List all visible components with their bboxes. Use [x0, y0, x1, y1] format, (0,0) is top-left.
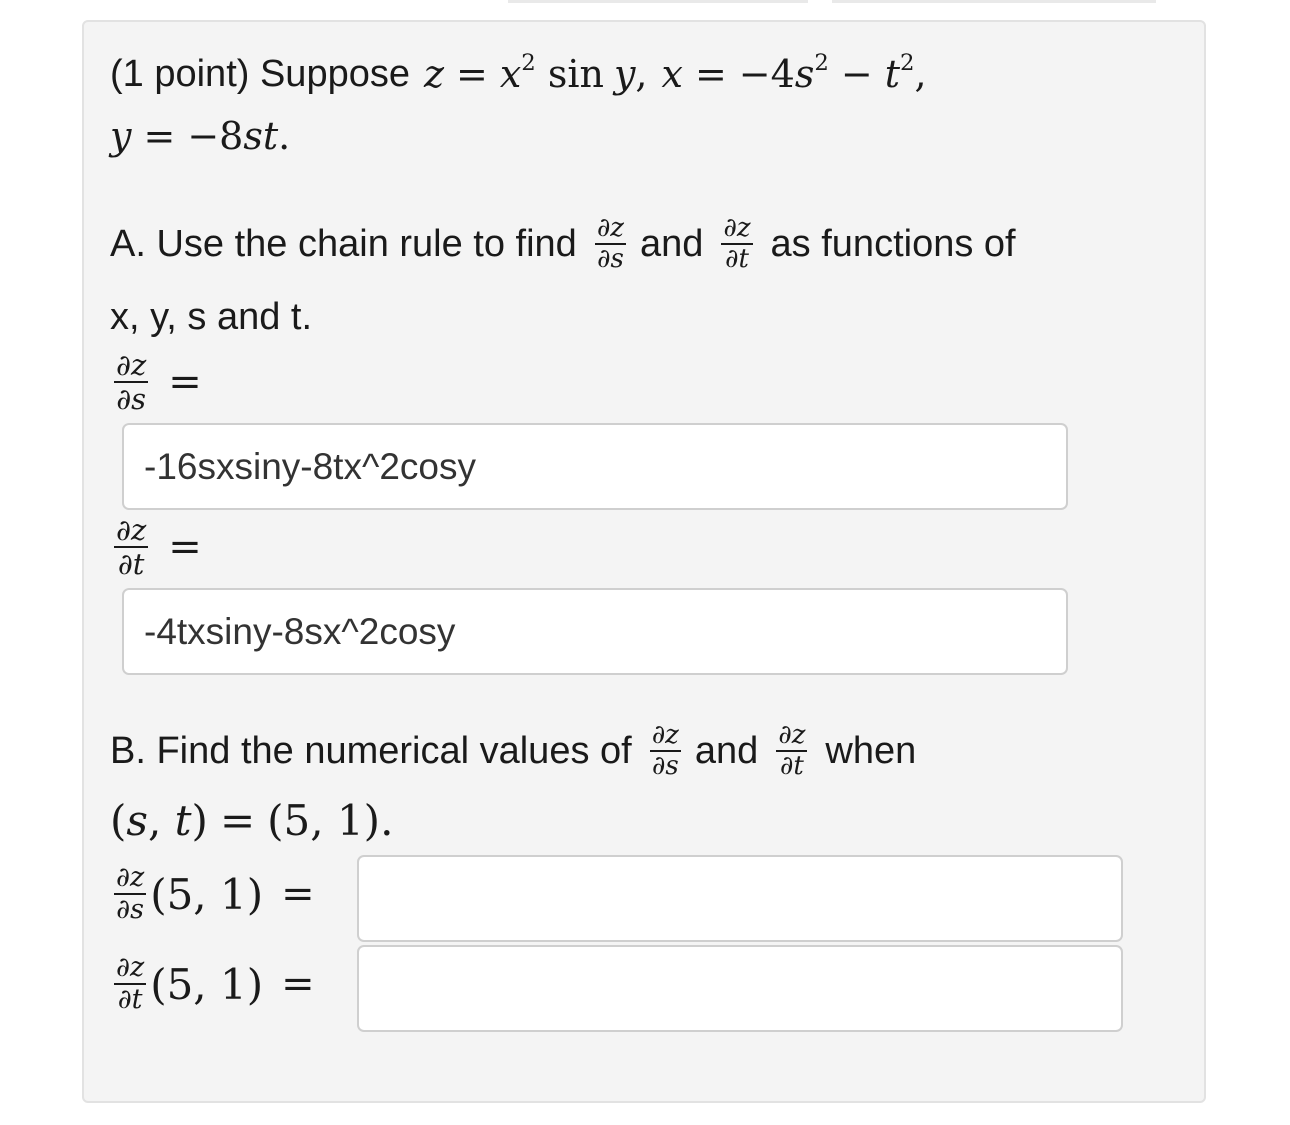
- dzds-at-point-label: $\frac{\partial z}{\partial s}$ (5, 1) =: [116, 862, 315, 926]
- top-tab-right: [832, 0, 1156, 3]
- dzdt-answer-field[interactable]: [122, 588, 1068, 675]
- math-equals: =: [694, 52, 727, 96]
- part-b-suffix: when: [825, 729, 917, 772]
- math-x: x: [661, 52, 683, 96]
- dzds-label: $\frac{\partial z}{\partial s}$ =: [116, 348, 202, 417]
- math-neg4: −4: [738, 52, 795, 96]
- dzdt-at-point-label: $\frac{\partial z}{\partial t}$ (5, 1) =: [116, 952, 315, 1016]
- fraction-dz-dt: $\frac{\partial z}{\partial t}$: [778, 720, 806, 782]
- part-a-heading: [110, 215, 1016, 274]
- math-z: z: [423, 52, 445, 96]
- part-b-prefix: B. Find the numerical values of: [110, 729, 632, 772]
- fraction-dz-dt: $\frac{\partial z}{\partial t}$: [723, 213, 751, 275]
- part-b-point: ( s , t ) = (5, 1) .: [110, 796, 394, 845]
- dzdt-answer-value: -4txsiny-8sx^2cosy: [144, 610, 456, 652]
- math-equals: =: [143, 114, 176, 158]
- top-tab-left: [508, 0, 808, 3]
- part-b-and: and: [694, 729, 759, 772]
- fraction-dz-ds: $\frac{\partial z}{\partial s}$: [651, 720, 679, 782]
- math-equals: =: [456, 52, 488, 96]
- dzds-answer-value: -16sxsiny-8tx^2cosy: [144, 445, 476, 487]
- part-a-and: and: [639, 222, 704, 265]
- point-value: (5, 1): [267, 796, 381, 845]
- dzdt-label: $\frac{\partial z}{\partial t}$ =: [116, 513, 202, 582]
- fraction-dz-dt: $\frac{\partial z}{\partial t}$: [116, 513, 147, 582]
- math-neg8: −8: [187, 114, 244, 158]
- math-minus: −: [840, 52, 873, 96]
- problem-statement-line1: (1 point) Suppose z = $x^2$ sin y , x = −4 $s^2$ − $t^2$ ,: [110, 49, 927, 96]
- fraction-dz-ds: $\frac{\partial z}{\partial s}$: [116, 862, 145, 926]
- dzds-value-field[interactable]: [357, 855, 1123, 942]
- math-equals: =: [219, 796, 256, 845]
- fraction-dz-ds: $\frac{\partial z}{\partial s}$: [596, 213, 624, 275]
- intro-text: (1 point) Suppose: [110, 52, 410, 95]
- math-y: y: [613, 52, 636, 96]
- fraction-dz-dt: $\frac{\partial z}{\partial t}$: [116, 952, 145, 1016]
- part-b-heading: [110, 722, 916, 781]
- math-t2: $t^2$: [884, 49, 915, 96]
- math-y: y: [110, 114, 132, 158]
- math-s2: $s^2$: [794, 49, 829, 96]
- math-sin: sin: [547, 52, 604, 96]
- part-a-line2: x, y, s and t.: [110, 296, 313, 338]
- dzdt-value-field[interactable]: [357, 945, 1123, 1032]
- fraction-dz-ds: $\frac{\partial z}{\partial s}$: [116, 348, 147, 417]
- part-a-prefix: A. Use the chain rule to find: [110, 222, 577, 265]
- part-a-suffix: as functions of: [770, 222, 1016, 265]
- dzds-answer-field[interactable]: [122, 423, 1068, 510]
- math-st: st: [243, 114, 279, 158]
- math-x2: $x^2$: [499, 49, 536, 96]
- problem-statement-line2: y = −8 st .: [110, 114, 291, 158]
